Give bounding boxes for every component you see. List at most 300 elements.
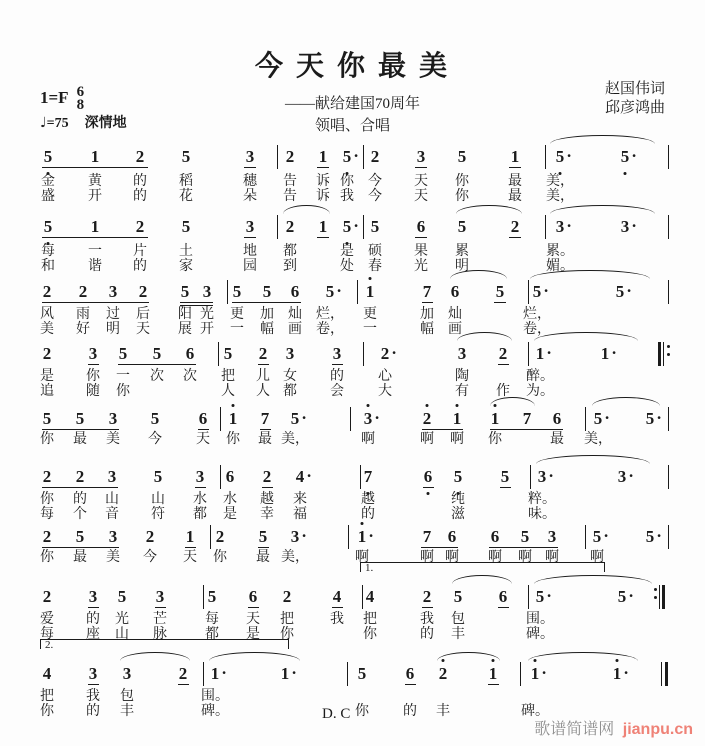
augmentation-dot: · [541, 663, 547, 682]
lyric-line1: 包 [120, 689, 134, 704]
meter-denominator: 8 [76, 97, 85, 113]
beam-underline [494, 302, 506, 303]
augmentation-dot: · [626, 281, 632, 300]
lyric-line1: 天 [196, 432, 210, 447]
note: 6 [498, 587, 508, 606]
barline [350, 407, 351, 431]
composer-credit: 邱彦鸿曲 [604, 100, 665, 116]
lyric-line2: 大 [378, 384, 392, 399]
lyric-line1: 来 [293, 492, 307, 507]
lyric-line2: 天 [136, 322, 150, 337]
lyric-line2: 你 [280, 627, 294, 642]
note: 5 [457, 217, 467, 236]
note: 3 [122, 664, 132, 683]
lyric-line1: 土 [179, 244, 193, 259]
lyric-line2: 媚。 [546, 259, 574, 274]
lyric-line2: 画 [448, 322, 462, 337]
repeat-begin-thin [663, 342, 664, 366]
lyric-line1: 美， [546, 174, 574, 189]
lyric-line2: 为。 [526, 384, 554, 399]
note: 4 · [295, 466, 312, 486]
note: 2 [135, 217, 145, 236]
lyric-line1: 片 [133, 244, 147, 259]
lyric-line2: 会 [330, 384, 344, 399]
note: 1 · [210, 663, 227, 683]
beam-underline [42, 167, 148, 168]
beam-underline [42, 237, 148, 238]
note: 5 [75, 409, 85, 428]
note: 3 · [290, 526, 307, 546]
final-barline-thick [665, 662, 668, 686]
lyric-line1: 粹。 [528, 492, 556, 507]
repeat-end-thin [659, 585, 660, 609]
note: 2 [510, 217, 520, 236]
beam-underline [244, 237, 256, 238]
note: 5 [207, 587, 217, 606]
note: 5 [370, 217, 380, 236]
lyric-line1: 你 [226, 432, 240, 447]
lyric-line2: 味。 [528, 507, 556, 522]
augmentation-dot: · [301, 526, 307, 545]
octave-dot-high [232, 404, 235, 407]
lyric-line1: 美， [281, 432, 309, 447]
note: 5 [258, 527, 268, 546]
lyric-line1: 爱 [40, 612, 54, 627]
lyric-line1: 啊 [488, 550, 502, 565]
lyric-line2: 人 [221, 384, 235, 399]
lyric-line2: 卷， [523, 322, 551, 337]
beam-underline [488, 684, 499, 685]
lyric-line1: 最 [258, 432, 272, 447]
octave-dot-high [426, 404, 429, 407]
note: 2 [215, 527, 225, 546]
note: 1 [510, 147, 520, 166]
lyric-line2: 开 [200, 322, 214, 337]
lyric-line2: 人 [256, 384, 270, 399]
lyric-line2: 最 [508, 189, 522, 204]
note: 5 [152, 344, 162, 363]
lyric-line2: 脉 [153, 627, 167, 642]
octave-dot-high [367, 404, 370, 407]
note: 2 [422, 587, 432, 606]
lyric-line1: 儿 [256, 369, 270, 384]
lyric-line1: 天 [246, 612, 260, 627]
lyric-line1: 啊 [420, 550, 434, 565]
note: 6 [248, 587, 258, 606]
note: 3 [88, 344, 98, 363]
note: 1 [488, 664, 498, 683]
augmentation-dot: · [566, 146, 572, 165]
note: 5 [223, 344, 233, 363]
lyric-line1: 是 [340, 244, 354, 259]
lyric-line2: 开 [88, 189, 102, 204]
repeat-dot [654, 588, 657, 591]
augmentation-dot: · [656, 526, 662, 545]
barline [520, 662, 521, 686]
barline [362, 585, 363, 609]
volta-label: 2. [45, 639, 54, 651]
note: 3 · [363, 408, 380, 428]
lyric-line1: 光 [115, 612, 129, 627]
lyric-line2: 碑。 [526, 627, 554, 642]
augmentation-dot: · [221, 663, 227, 682]
lyric-line1: 最 [256, 550, 270, 565]
slur [592, 397, 660, 406]
augmentation-dot: · [611, 343, 617, 362]
beam-underline [415, 167, 427, 168]
lyric-line1: 女 [283, 369, 297, 384]
barline [528, 342, 529, 366]
lyric-line1: 心 [378, 369, 392, 384]
note: 3 [88, 664, 98, 683]
lyric-line1: 你 [455, 174, 469, 189]
beam-underline [155, 607, 166, 608]
beam-underline [258, 364, 269, 365]
lyric-line1: 美， [281, 550, 309, 565]
repeat-dot [667, 345, 670, 348]
note: 7 [260, 409, 270, 428]
note: 1 [318, 147, 328, 166]
beam-underline [180, 305, 213, 306]
repeat-dot [654, 596, 657, 599]
barline [220, 465, 221, 489]
note: 2 [78, 282, 88, 301]
beam-underline [421, 547, 458, 548]
lyric-line2: 的 [403, 704, 417, 719]
note: 5 [118, 344, 128, 363]
note: 1 [90, 217, 100, 236]
lyric-line1: 最 [73, 432, 87, 447]
beam-underline [42, 547, 119, 548]
barline [668, 280, 669, 304]
lyric-line2: 朵 [243, 189, 257, 204]
lyric-line2: 符 [151, 507, 165, 522]
lyric-line1: 你 [40, 492, 54, 507]
slur [550, 205, 655, 214]
lyric-line2: 都 [283, 384, 297, 399]
lyric-line1: 阳 [178, 307, 192, 322]
lyric-line2: 画 [288, 322, 302, 337]
note: 6 [290, 282, 300, 301]
tempo-value: =75 [46, 116, 69, 131]
beam-underline [423, 487, 434, 488]
beam-underline [248, 607, 259, 608]
lyric-line1: 美 [106, 432, 120, 447]
lyric-line1: 越 [260, 492, 274, 507]
lyric-line1: 烂， [523, 307, 551, 322]
lyric-line1: 啊 [361, 432, 375, 447]
note: 4 [332, 587, 342, 606]
lyric-line2: 每 [40, 627, 54, 642]
lyric-line2: 盛 [41, 189, 55, 204]
augmentation-dot: · [604, 408, 610, 427]
lyric-line2: 个 [73, 507, 87, 522]
lyric-line1: 你 [340, 174, 354, 189]
beam-underline [232, 302, 301, 303]
note: 5 · [645, 408, 662, 428]
lyric-line2: 明 [106, 322, 120, 337]
lyric-line1: 烂， [316, 307, 344, 322]
repeat-begin-thick [658, 342, 661, 366]
barline [668, 465, 669, 489]
lyric-line1: 你 [40, 432, 54, 447]
lyric-line1: 雨 [76, 307, 90, 322]
lyric-line1: 的 [133, 174, 147, 189]
lyric-line1: 山 [105, 492, 119, 507]
note: 1 · [357, 526, 374, 546]
lyric-line2: 处 [340, 259, 354, 274]
lyric-line2: 展 [178, 322, 192, 337]
augmentation-dot: · [291, 663, 297, 682]
volta-label: 1. [365, 562, 374, 574]
lyric-line1: 灿 [288, 307, 302, 322]
note: 5 · [555, 146, 572, 166]
beam-underline [332, 364, 343, 365]
lyric-line2: 美， [546, 189, 574, 204]
augmentation-dot: · [374, 408, 380, 427]
slur [209, 652, 300, 661]
beam-underline [422, 429, 463, 430]
lyric-line2: 都 [205, 627, 219, 642]
note: 1 · [535, 343, 552, 363]
note: 5 · [620, 146, 637, 166]
beam-underline [405, 684, 416, 685]
note: 2 [145, 527, 155, 546]
lyric-line1: 累 [455, 244, 469, 259]
lyric-line1: 今 [148, 432, 162, 447]
beam-underline [262, 487, 273, 488]
lyric-line2: 每 [40, 507, 54, 522]
lyric-line1: 最 [73, 550, 87, 565]
note: 2 [42, 587, 52, 606]
note: 2 [42, 467, 52, 486]
slur [283, 205, 330, 214]
repeat-dot [667, 353, 670, 356]
beam-underline [317, 167, 329, 168]
octave-dot-low [624, 172, 627, 175]
note: 3 [108, 527, 118, 546]
note: 5 [181, 147, 191, 166]
barline [528, 280, 529, 304]
note: 6 [552, 409, 562, 428]
beam-underline [489, 547, 558, 548]
barline [585, 407, 586, 431]
lyric-line2: 碑。 [201, 704, 229, 719]
lyric-line1: 黄 [88, 174, 102, 189]
note: 3 [195, 467, 205, 486]
song-title: 今 天 你 最 美 [254, 51, 450, 82]
note: 5 [495, 282, 505, 301]
note: 1 [365, 282, 375, 301]
note: 5 [232, 282, 242, 301]
lyric-line2: 一 [363, 322, 377, 337]
barline [210, 525, 211, 549]
augmentation-dot: · [628, 586, 634, 605]
lyric-line2: 明 [455, 259, 469, 274]
lyric-line1: 你 [488, 432, 502, 447]
lyric-line1: 硕 [368, 244, 382, 259]
note: 6 [185, 344, 195, 363]
note: 1 · [530, 663, 547, 683]
performance-note: 领唱、合唱 [314, 118, 390, 134]
augmentation-dot: · [603, 526, 609, 545]
lyric-line1: 把 [40, 689, 54, 704]
note: 2 [438, 664, 448, 683]
note: 3 [245, 147, 255, 166]
note: 3 [88, 587, 98, 606]
beam-underline [185, 547, 196, 548]
note: 6 [405, 664, 415, 683]
lyric-line1: 陶 [455, 369, 469, 384]
barline [668, 215, 669, 239]
lyric-line1: 啊 [420, 432, 434, 447]
note: 1 · [612, 663, 629, 683]
lyric-line1: 今 [368, 174, 382, 189]
note: 1 [452, 409, 462, 428]
lyric-line1: 最 [508, 174, 522, 189]
lyric-line2: 追 [40, 384, 54, 399]
note: 5 · [645, 526, 662, 546]
note: 2 [282, 587, 292, 606]
barline [545, 215, 546, 239]
lyric-line2: 家 [179, 259, 193, 274]
beam-underline [498, 364, 509, 365]
lyric-line1: 果 [414, 244, 428, 259]
lyric-line1: 灿 [448, 307, 462, 322]
lyric-line2: 的 [420, 627, 434, 642]
beam-underline [490, 429, 563, 430]
barline [528, 585, 529, 609]
watermark-domain: jianpu.cn [622, 721, 693, 738]
beam-underline [195, 487, 206, 488]
lyric-line2: 福 [293, 507, 307, 522]
lyric-line1: 醉。 [526, 369, 554, 384]
lyric-line1: 的 [330, 369, 344, 384]
slur [457, 332, 512, 341]
barline [220, 407, 221, 431]
lyric-line2: 今 [368, 189, 382, 204]
barline [277, 215, 278, 239]
note: 5 [262, 282, 272, 301]
augmentation-dot: · [336, 281, 342, 300]
octave-dot-high [369, 277, 372, 280]
lyric-line1: 今 [143, 550, 157, 565]
lyric-line2: 滋 [451, 507, 465, 522]
lyric-line2: 是 [246, 627, 260, 642]
beam-underline [260, 429, 271, 430]
lyric-line2: 一 [230, 322, 244, 337]
lyric-line1: 围。 [201, 689, 229, 704]
slur [536, 455, 650, 464]
lyric-line2: 碑。 [521, 704, 549, 719]
lyric-line2: 天 [414, 189, 428, 204]
beam-underline [422, 607, 433, 608]
lyric-line1: 每 [205, 612, 219, 627]
note: 7 [422, 527, 432, 546]
beam-underline [415, 237, 427, 238]
lyricist-credit: 赵国伟词 [604, 81, 665, 97]
note: 2 [422, 409, 432, 428]
lyric-line1: 美 [106, 550, 120, 565]
watermark [534, 716, 693, 739]
lyric-line2: 的 [361, 507, 375, 522]
beam-underline [498, 607, 509, 608]
lyric-line1: 天 [414, 174, 428, 189]
note: 5 · [342, 146, 359, 166]
augmentation-dot: · [391, 343, 397, 362]
lyric-line1: 最 [550, 432, 564, 447]
note: 3 [547, 527, 557, 546]
note: 5 [357, 664, 367, 683]
barline [347, 662, 348, 686]
beam-underline [180, 302, 213, 303]
lyric-line2: 座 [86, 627, 100, 642]
lyric-line1: 累。 [546, 244, 574, 259]
octave-dot-high [361, 522, 364, 525]
lyric-line1: 啊 [355, 550, 369, 565]
lyric-line1: 越 [361, 492, 375, 507]
lyric-line1: 加 [260, 307, 274, 322]
lyric-line2: 的 [86, 704, 100, 719]
lyric-line1: 风 [40, 307, 54, 322]
note: 5 · [325, 281, 342, 301]
lyric-line1: 次 [150, 369, 164, 384]
note: 6 [450, 282, 460, 301]
beam-underline [244, 167, 256, 168]
lyric-line2: 卷， [316, 322, 344, 337]
lyric-line1: 都 [283, 244, 297, 259]
lyric-line1: 水 [223, 492, 237, 507]
augmentation-dot: · [353, 146, 359, 165]
lyric-line1: 你 [40, 550, 54, 565]
lyric-line2: 告 [283, 189, 297, 204]
meter-numerator: 6 [76, 84, 85, 100]
lyric-line1: 金 [41, 174, 55, 189]
slur [437, 652, 500, 661]
barline [203, 662, 204, 686]
note: 6 [423, 467, 433, 486]
note: 5 [453, 467, 463, 486]
lyric-line1: 穗 [243, 174, 257, 189]
barline [277, 145, 278, 169]
lyric-line1: 是 [40, 369, 54, 384]
note: 4 [365, 587, 375, 606]
lyric-line2: 幸 [260, 507, 274, 522]
lyric-line1: 你 [213, 550, 227, 565]
lyric-line1: 啊 [545, 550, 559, 565]
lyric-line2: 作 [496, 384, 510, 399]
barline [585, 525, 586, 549]
slur [450, 270, 507, 279]
beam-underline [422, 302, 433, 303]
lyric-line1: 美， [584, 432, 612, 447]
note: 5 [457, 147, 467, 166]
lyric-line1: 你 [86, 369, 100, 384]
note: 2 [258, 344, 268, 363]
barline [357, 280, 358, 304]
slur [534, 575, 652, 584]
note: 6 [416, 217, 426, 236]
barline [218, 342, 219, 366]
lyric-line1: 把 [363, 612, 377, 627]
octave-dot-high [456, 404, 459, 407]
lyric-line1: 稻 [179, 174, 193, 189]
lyric-line1: 的 [86, 612, 100, 627]
augmentation-dot: · [656, 408, 662, 427]
note: 5 [153, 467, 163, 486]
augmentation-dot: · [628, 466, 634, 485]
lyric-line1: 山 [151, 492, 165, 507]
